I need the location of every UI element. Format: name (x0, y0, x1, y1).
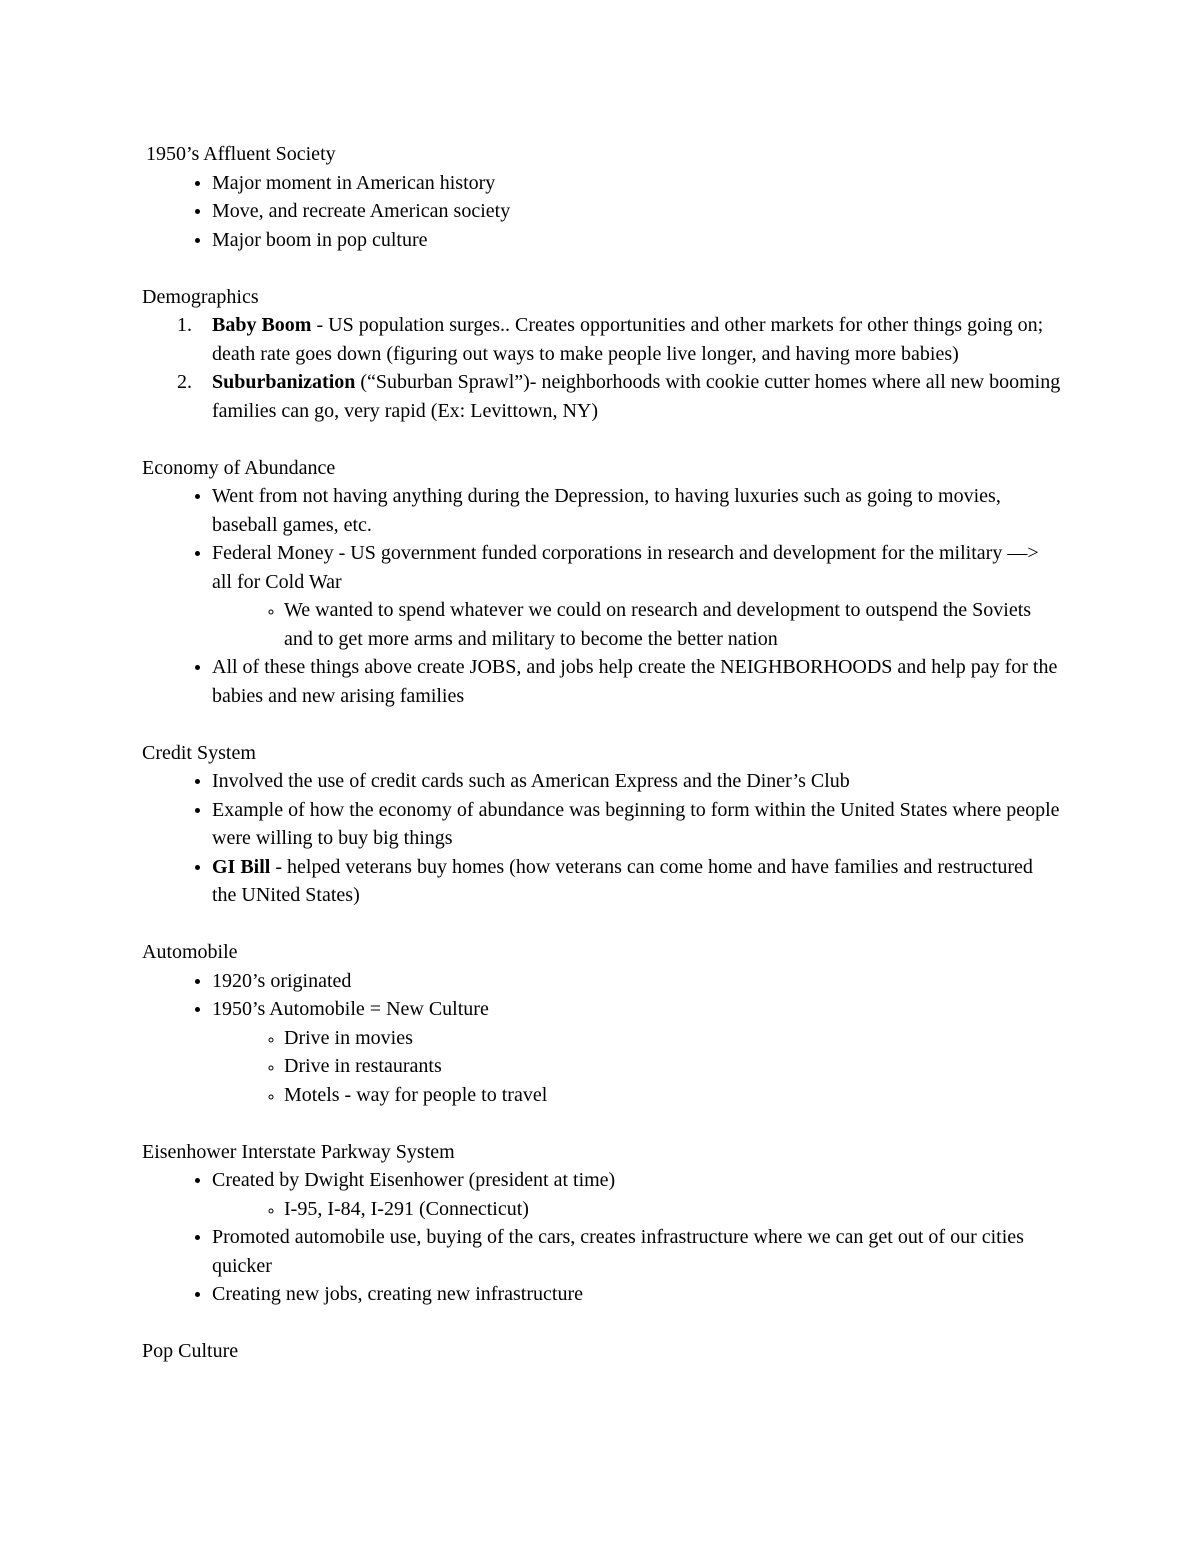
list-item (212, 311, 1062, 368)
list-item: • Major moment in American history (212, 169, 1062, 198)
bullet-list-affluent-society (142, 169, 1062, 255)
list-item-text: Federal Money - US government funded corporations in research and development for the military —> all for Cold War (212, 542, 1039, 593)
paragraph-spacer (142, 254, 1062, 283)
bullet-list-credit (142, 767, 1062, 910)
paragraph-spacer (142, 1309, 1062, 1338)
bullet-list-automobile (142, 967, 1062, 1110)
sub-list-item: ◦ I-95, I-84, I-291 (Connecticut) (284, 1195, 1062, 1224)
list-item-text: 1950’s Automobile = New Culture (212, 998, 489, 1020)
sub-list-item: ◦ Motels - way for people to travel (284, 1081, 1062, 1110)
section-heading-demographics: Demographics (142, 285, 259, 308)
list-item-text: Created by Dwight Eisenhower (president at time) (212, 1169, 616, 1191)
sub-list (212, 1024, 1062, 1110)
list-item (212, 1166, 1062, 1223)
section-heading-interstate: Eisenhower Interstate Parkway System (142, 1140, 455, 1163)
list-item: • Creating new jobs, creating new infrastructure (212, 1280, 1062, 1309)
paragraph-spacer (142, 910, 1062, 939)
list-item: • Move, and recreate American society (212, 197, 1062, 226)
section-heading-pop-culture: Pop Culture (142, 1340, 239, 1362)
section-heading-affluent-society: 1950’s Affluent Society (146, 143, 336, 165)
paragraph-spacer (142, 425, 1062, 454)
section-heading-credit-system: Credit System (142, 741, 256, 764)
term-description: (“Suburban Sprawl”)- neighborhoods with cookie cutter homes where all new booming families can go, very rapid (Ex: Levittown, NY) (212, 371, 1061, 422)
list-item (212, 368, 1062, 425)
term-description: - US population surges.. Creates opportunities and other markets for other things going on; death rate goes down (figuring out ways to make people live longer, and having more babies) (212, 314, 1044, 365)
document-page (142, 140, 1062, 1366)
term-suburbanization: Suburbanization (212, 371, 356, 393)
sub-list-item: ◦ Drive in restaurants (284, 1052, 1062, 1081)
list-item: • Example of how the economy of abundance was beginning to form within the United States where people were willing to buy big things (212, 796, 1062, 853)
list-item (212, 853, 1062, 910)
sub-list-item: ◦ Drive in movies (284, 1024, 1062, 1053)
sub-list (212, 1195, 1062, 1224)
term-description: - helped veterans buy homes (how veterans can come home and have families and restructured the UNited States) (212, 855, 1033, 906)
list-item: • 1920’s originated (212, 967, 1062, 996)
bullet-list-interstate (142, 1166, 1062, 1309)
list-item: • Promoted automobile use, buying of the cars, creates infrastructure where we can get out of our cities quicker (212, 1223, 1062, 1280)
list-item: • Went from not having anything during the Depression, to having luxuries such as going to movies, baseball games, etc. (212, 482, 1062, 539)
list-item: • Involved the use of credit cards such as American Express and the Diner’s Club (212, 767, 1062, 796)
list-item: • All of these things above create JOBS, and jobs help create the NEIGHBORHOODS and help pay for the babies and new arising families (212, 653, 1062, 710)
paragraph-spacer (142, 710, 1062, 739)
term-gi-bill: GI Bill (212, 855, 271, 878)
numbered-list-demographics (142, 311, 1062, 425)
bullet-list-economy (142, 482, 1062, 710)
paragraph-spacer (142, 1109, 1062, 1138)
sub-list-item: ◦ We wanted to spend whatever we could on research and development to outspend the Soviets and to get more arms and military to become the better nation (284, 596, 1062, 653)
section-heading-automobile: Automobile (142, 941, 238, 963)
term-baby-boom: Baby Boom (212, 314, 312, 336)
list-item (212, 539, 1062, 653)
sub-list (212, 596, 1062, 653)
list-item (212, 995, 1062, 1109)
section-heading-economy-of-abundance: Economy of Abundance (142, 456, 336, 479)
list-item: • Major boom in pop culture (212, 226, 1062, 255)
